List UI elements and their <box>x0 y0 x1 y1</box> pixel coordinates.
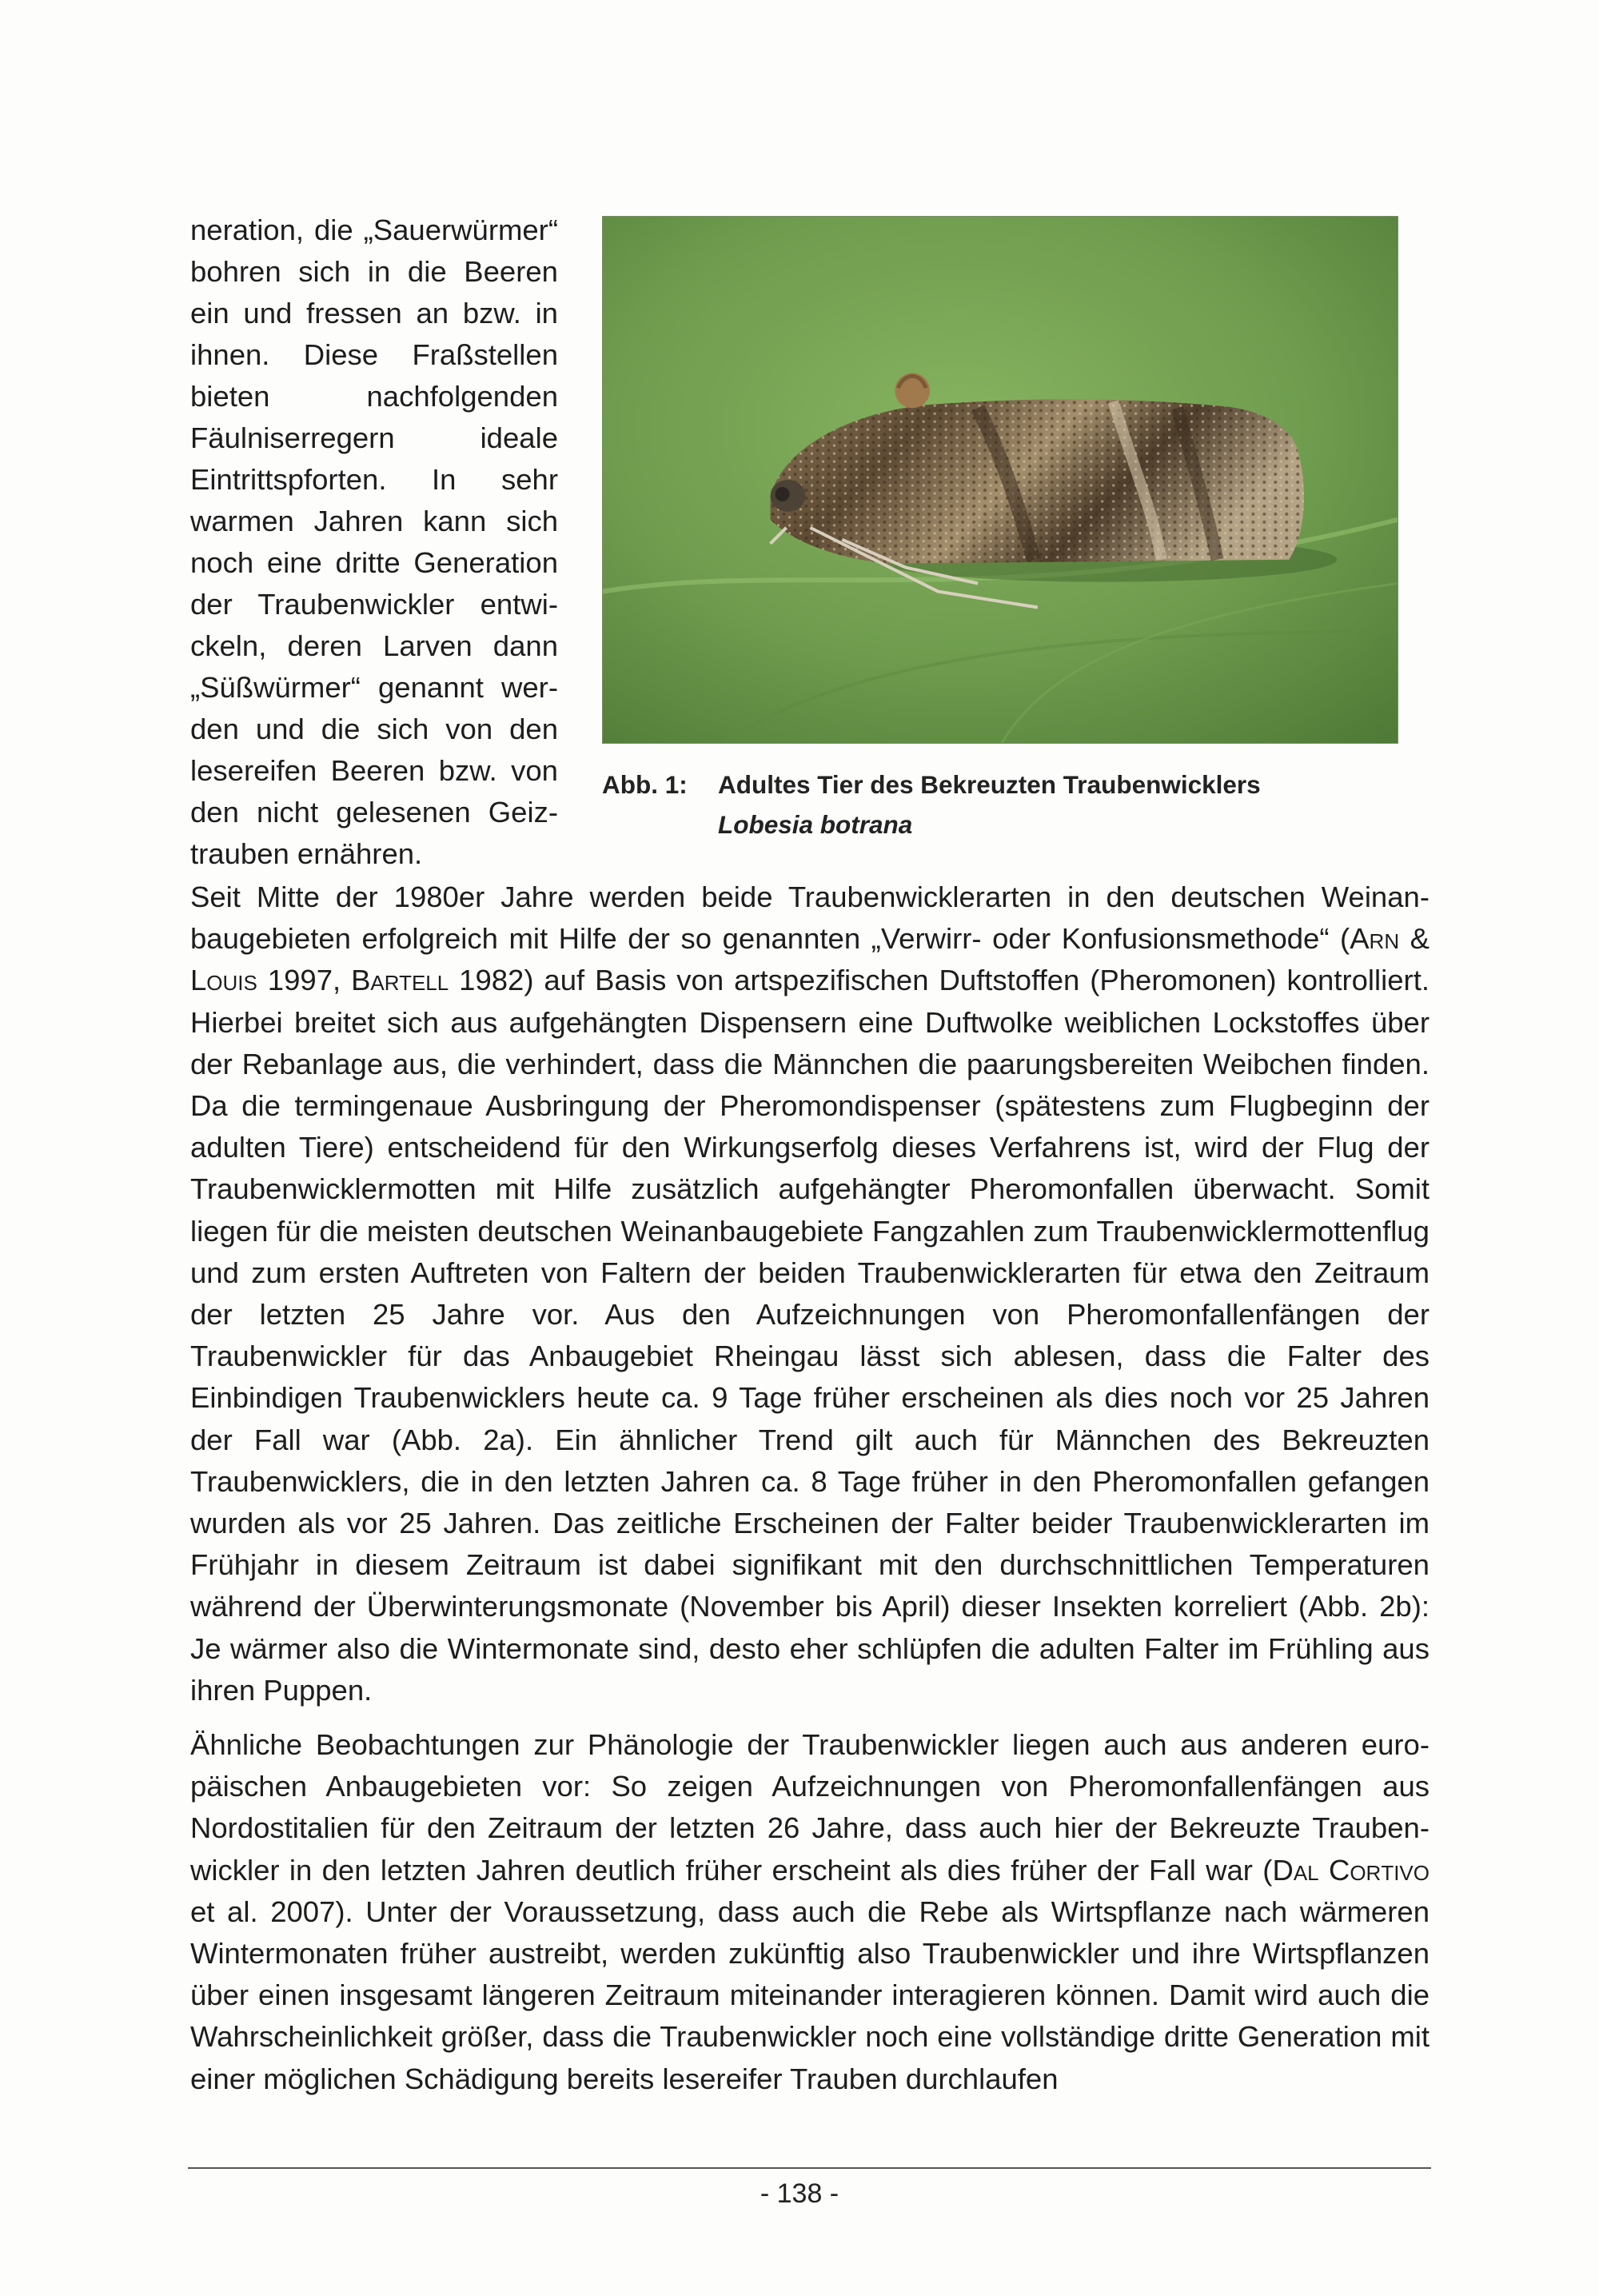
footer-divider <box>188 2167 1431 2169</box>
moth-on-leaf-image <box>603 217 1398 743</box>
paragraph-2-text-b: et al. 2007). Unter der Voraussetzung, dass auch die Rebe als Wirtspflanze nach wärmeren Wintermonaten früher austreibt, werden zukünftig also Traubenwickler und ihre Wirtspflanzen über einen insgesamt längeren Zeitraum miteinander interagieren können. Damit wird auch die Wahrscheinlichkeit größer, dass die Traubenwickler noch eine vollständige dritte Generation mit einer möglichen Schädigung bereits lesereifer Trauben durchlaufen <box>190 1895 1430 2095</box>
paragraph-1-text-b: 1982) auf Basis von artspezifischen Duftstoffen (Pheromonen) kontrolliert. Hierbei breitet sich aus aufgehängten Dispensern eine Duftwolke weiblichen Lockstoffes über der Rebanlage aus, die verhindert, dass die Männchen die paarungsbereiten Weibchen finden. Da die termingenaue Ausbringung der Pheromondispenser (spätestens zum Flugbeginn der adulten Tiere) entscheidend für den Wirkungserfolg dieses Verfahrens ist, wird der Flug der Traubenwicklermotten mit Hilfe zusätzlich aufgehängter Pheromonfallen überwacht. Somit liegen für die meisten deutschen Weinanbaugebiete Fangzahlen zum Traubenwicklermottenflug und zum ersten Auftreten von Faltern der beiden Traubenwicklerarten für etwa den Zeitraum der letzten 25 Jahre vor. Aus den Aufzeichnungen von Pheromonfallenfängen der Traubenwickler für das Anbaugebiet Rheingau lässt sich ablesen, dass die Falter des Einbindigen Traubenwicklers heute ca. 9 Tage früher erscheinen als dies noch vor 25 Jahren der Fall war (Abb. 2a). Ein ähnlicher Trend gilt auch für Männchen des Bekreuzten Traubenwicklers, die in den letzten Jahren ca. 8 Tage früher in den Pheromonfallen gefangen wurden als vor 25 Jahren. Das zeitliche Erscheinen der Falter beider Traubenwicklerarten im Frühjahr in diesem Zeitraum ist dabei signifikant mit den durchschnittlichen Temperaturen während der Überwinterungsmonate (November bis April) dieser Insekten korreliert (Abb. 2b): Je wärmer also die Wintermonate sind, desto eher schlüpfen die adulten Falter im Frühling aus ihren Puppen. <box>190 964 1430 1707</box>
citation-dal-cortivo: Dal Cortivo <box>1272 1853 1430 1887</box>
figure-photo <box>602 216 1398 744</box>
citation-bartell: Bartell <box>351 964 449 997</box>
paragraph-2 <box>190 1724 1430 2100</box>
paragraph-1 <box>190 876 1430 1711</box>
caption-label: Abb. 1: <box>602 770 688 799</box>
page-number: - 138 - <box>760 2178 839 2209</box>
caption-species: Lobesia botrana <box>718 810 913 839</box>
caption-title: Adultes Tier des Bekreuzten Traubenwicklers <box>718 770 1261 799</box>
side-paragraph: neration, die „Sauerwürmer“ bohren sich in die Beeren ein und fressen an bzw. in ihnen. Diese Fraßstellen bieten nachfolgenden Fäulniserregern ideale Eintrittspforten. In sehr warmen Jahren kann sich noch eine dritte Generation der Traubenwickler entwickeln, deren Larven dann „Süßwürmer“ genannt werden und die sich von den lesereifen Beeren bzw. von den nicht gelesenen Geiztrauben ernähren. <box>190 214 558 870</box>
paragraph-2-text-a: Ähnliche Beobachtungen zur Phänologie der Traubenwickler liegen auch aus anderen europäischen Anbaugebieten vor: So zeigen Aufzeichnungen von Pheromonfallenfängen aus Nordostitalien für den Zeitraum der letzten 26 Jahre, dass auch hier der Bekreuzte Traubenwickler in den letzten Jahren deutlich früher erscheint als dies früher der Fall war ( <box>190 1728 1430 1887</box>
citation-arn-louis-year: 1997, <box>257 964 352 997</box>
citation-arn-louis: Arn & Louis <box>190 922 1430 997</box>
paragraph-1-text-a: Seit Mitte der 1980er Jahre werden beide Traubenwicklerarten in den deutschen Weinanbaugebieten erfolgreich mit Hilfe der so genannten „Verwirr- oder Konfusionsmethode“ ( <box>190 880 1430 956</box>
